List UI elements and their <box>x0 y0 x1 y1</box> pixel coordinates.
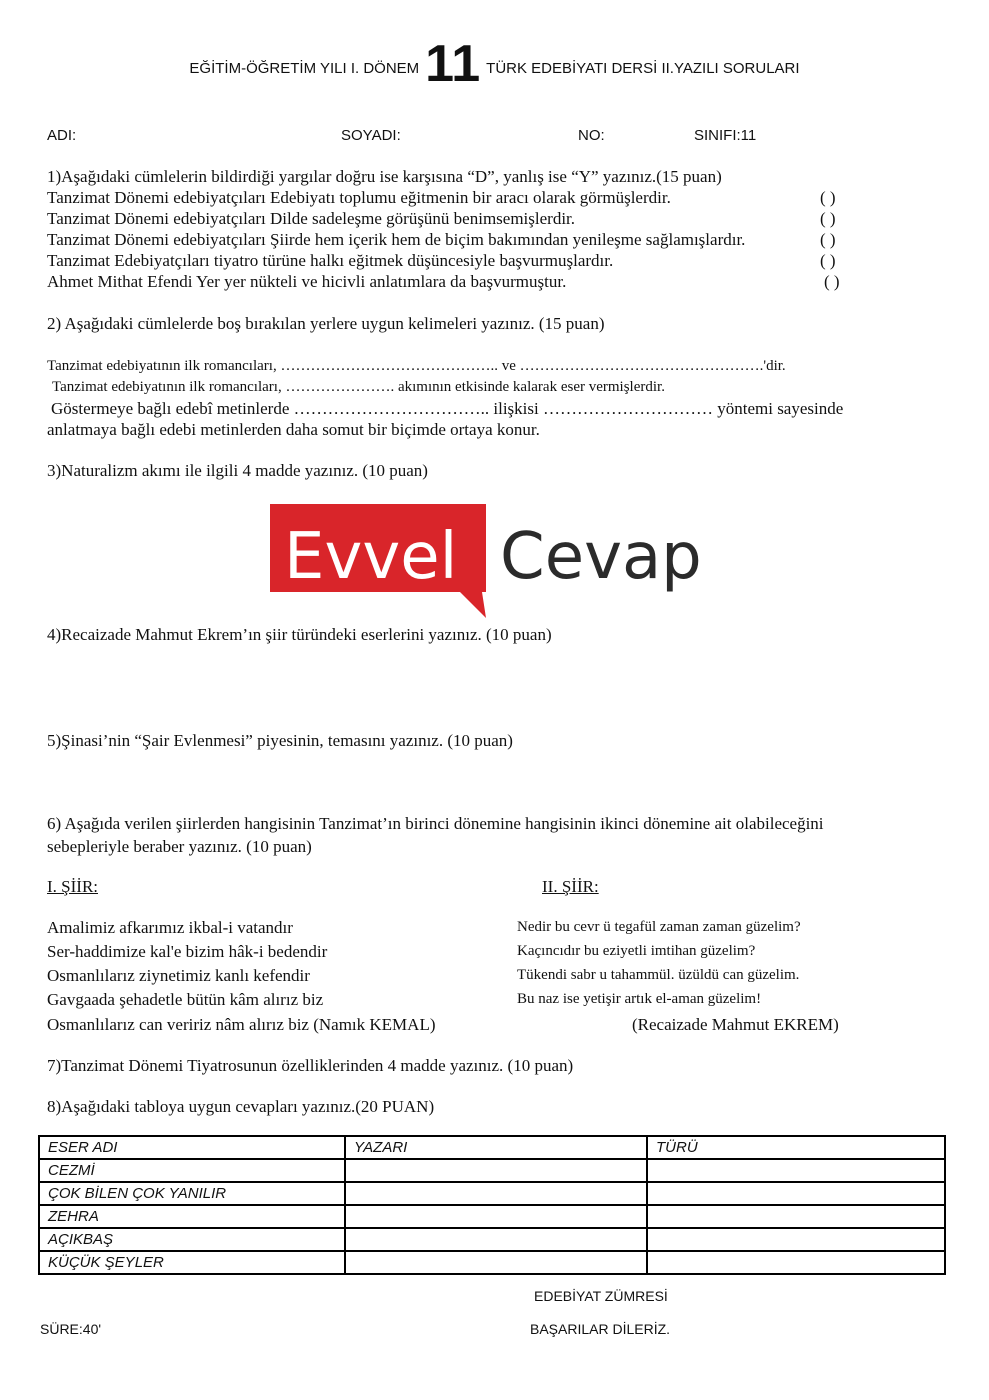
q1-answer-box[interactable]: ( ) <box>820 188 836 207</box>
q5-prompt: 5)Şinasi’nin “Şair Evlenmesi” piyesinin, temasını yazınız. (10 puan) <box>47 731 513 750</box>
department-signature: EDEBİYAT ZÜMRESİ <box>534 1288 668 1304</box>
q7-prompt: 7)Tanzimat Dönemi Tiyatrosunun özelliklerinden 4 madde yazınız. (10 puan) <box>47 1056 574 1075</box>
column-header-genre: TÜRÜ <box>647 1136 945 1159</box>
genre-answer-cell[interactable] <box>647 1205 945 1228</box>
poem2-line: Bu naz ise yetişir artık el-aman güzelim! <box>517 991 762 1007</box>
genre-answer-cell[interactable] <box>647 1182 945 1205</box>
table-row <box>39 1251 945 1274</box>
work-name-cell: KÜÇÜK ŞEYLER <box>39 1251 345 1274</box>
genre-answer-cell[interactable] <box>647 1159 945 1182</box>
poem2-line: Tükendi sabr u tahammül. üzüldü can güzelim. <box>517 967 800 983</box>
works-table <box>38 1135 946 1275</box>
q1-item: Tanzimat Dönemi edebiyatçıları Şiirde hem içerik hem de biçim bakımından yenileşme sağlamışlardır. <box>47 230 746 249</box>
header-term: EĞİTİM-ÖĞRETİM YILI I. DÖNEM <box>189 60 420 77</box>
poem1-line: Ser-haddimize kal'e bizim hâk-i bedendir <box>47 942 328 961</box>
author-answer-cell[interactable] <box>345 1182 647 1205</box>
column-header-author: YAZARI <box>345 1136 647 1159</box>
table-header-row <box>39 1136 945 1159</box>
poem2-line: Kaçıncıdır bu eziyetli imtihan güzelim? <box>517 943 756 959</box>
q1-answer-box[interactable]: ( ) <box>820 230 836 249</box>
table-row <box>39 1182 945 1205</box>
evvel-cevap-logo <box>270 504 730 627</box>
q2-line: Tanzimat edebiyatının ilk romancıları, …………………. akımının etkisinde kalarak eser vermişlerdir. <box>52 379 665 395</box>
table-row <box>39 1228 945 1251</box>
table-row <box>39 1205 945 1228</box>
name-label: ADI: <box>47 127 77 144</box>
poem1-title: I. ŞİİR: <box>47 877 98 896</box>
logo-graphic <box>270 504 730 622</box>
q1-item: Ahmet Mithat Efendi Yer yer nükteli ve hicivli anlatımlara da başvurmuştur. <box>47 272 567 291</box>
q1-item: Tanzimat Dönemi edebiyatçıları Dilde sadeleşme görüşünü benimsemişlerdir. <box>47 209 576 228</box>
q6-prompt: sebepleriyle beraber yazınız. (10 puan) <box>47 837 312 856</box>
class-label: SINIFI:11 <box>694 127 757 144</box>
q1-item: Tanzimat Edebiyatçıları tiyatro türüne halkı eğitmek düşüncesiyle başvurmuşlardır. <box>47 251 614 270</box>
poem2-title: II. ŞİİR: <box>542 877 599 896</box>
q8-prompt: 8)Aşağıdaki tabloya uygun cevapları yazınız.(20 PUAN) <box>47 1097 435 1116</box>
work-name-cell: ÇOK BİLEN ÇOK YANILIR <box>39 1182 345 1205</box>
author-answer-cell[interactable] <box>345 1228 647 1251</box>
poem2-line: Nedir bu cevr ü tegafül zaman zaman güzelim? <box>517 919 801 935</box>
q2-line: Tanzimat edebiyatının ilk romancıları, …………………………………….. ve ………………………………………….'dir. <box>47 358 786 374</box>
q1-item: Tanzimat Dönemi edebiyatçıları Edebiyatı toplumu eğitmenin bir aracı olarak görmüşlerdir. <box>47 188 671 207</box>
author-answer-cell[interactable] <box>345 1159 647 1182</box>
surname-label: SOYADI: <box>341 127 401 144</box>
work-name-cell: AÇIKBAŞ <box>39 1228 345 1251</box>
author-answer-cell[interactable] <box>345 1205 647 1228</box>
svg-text:Cevap: Cevap <box>500 520 702 594</box>
genre-answer-cell[interactable] <box>647 1251 945 1274</box>
svg-text:Evvel: Evvel <box>284 520 458 594</box>
poem2-author: (Recaizade Mahmut EKREM) <box>632 1015 839 1034</box>
exam-header <box>0 35 989 93</box>
work-name-cell: ZEHRA <box>39 1205 345 1228</box>
number-label: NO: <box>578 127 605 144</box>
author-answer-cell[interactable] <box>345 1251 647 1274</box>
q6-prompt: 6) Aşağıda verilen şiirlerden hangisinin Tanzimat’ın birinci dönemine hangisinin ikinci dönemine ait olabileceğini <box>47 814 824 833</box>
q2-line: anlatmaya bağlı edebi metinlerden daha somut bir biçimde ortaya konur. <box>47 420 540 439</box>
poem1-line: Gavgaada şehadetle bütün kâm alırız biz <box>47 990 324 1009</box>
work-name-cell: CEZMİ <box>39 1159 345 1182</box>
q1-answer-box[interactable]: ( ) <box>820 209 836 228</box>
genre-answer-cell[interactable] <box>647 1228 945 1251</box>
exam-duration: SÜRE:40' <box>40 1321 102 1337</box>
column-header-work: ESER ADI <box>39 1136 345 1159</box>
table-row <box>39 1159 945 1182</box>
poem1-line: Osmanlılarız can veririz nâm alırız biz (Namık KEMAL) <box>47 1015 436 1034</box>
q2-line: Göstermeye bağlı edebî metinlerde …………………………….. ilişkisi ………………………… yöntemi sayesinde <box>51 399 844 418</box>
q4-prompt: 4)Recaizade Mahmut Ekrem’ın şiir türündeki eserlerini yazınız. (10 puan) <box>47 625 552 644</box>
q1-answer-box[interactable]: ( ) <box>824 272 840 291</box>
poem1-line: Amalimiz afkarımız ikbal-i vatandır <box>47 918 293 937</box>
closing-wish: BAŞARILAR DİLERİZ. <box>530 1321 671 1337</box>
header-grade: 11 <box>425 35 481 93</box>
q3-prompt: 3)Naturalizm akımı ile ilgili 4 madde yazınız. (10 puan) <box>47 461 428 480</box>
q2-prompt: 2) Aşağıdaki cümlelerde boş bırakılan yerlere uygun kelimeleri yazınız. (15 puan) <box>47 314 605 333</box>
header-course: TÜRK EDEBİYATI DERSİ II.YAZILI SORULARI <box>486 60 800 77</box>
poem1-line: Osmanlılarız ziynetimiz kanlı kefendir <box>47 966 310 985</box>
q1-prompt: 1)Aşağıdaki cümlelerin bildirdiği yargılar doğru ise karşısına “D”, yanlış ise “Y” yazınız.(15 puan) <box>47 167 722 186</box>
q1-answer-box[interactable]: ( ) <box>820 251 836 270</box>
